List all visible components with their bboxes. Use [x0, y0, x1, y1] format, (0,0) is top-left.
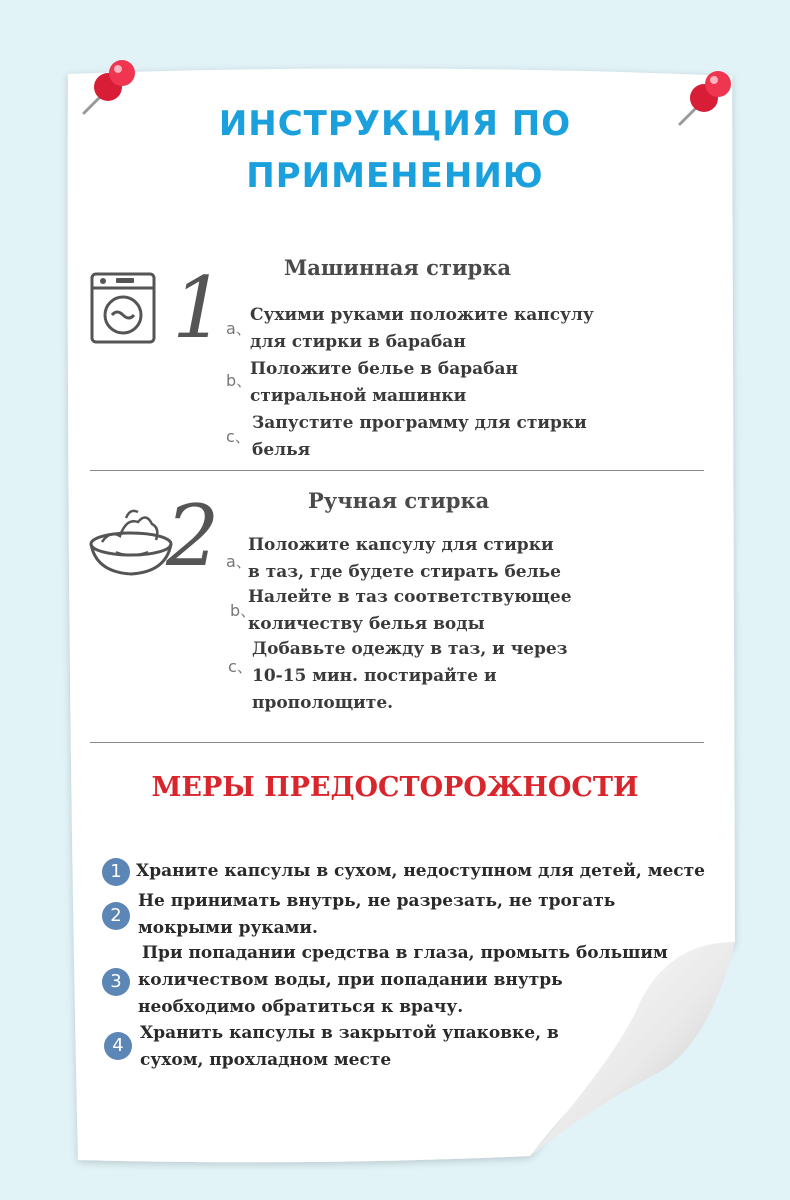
number-badge-1: 1	[102, 858, 130, 886]
step-text-1a: Сухими руками положите капсулу для стирки в барабан	[250, 305, 594, 352]
section-title-machine-wash: Машинная стирка	[284, 255, 512, 280]
precaution-item-4: Хранить капсулы в закрытой упаковке, в сухом, прохладном месте	[140, 1023, 559, 1070]
step-letter: b、	[230, 601, 257, 620]
precaution-item-2: Не принимать внутрь, не разрезать, не трогать мокрыми руками.	[138, 891, 616, 938]
step-text-2b: Налейте в таз соответствующее количеству белья воды	[248, 587, 572, 634]
step-text-2c: Добавьте одежду в таз, и через 10-15 мин. постирайте и прополощите.	[252, 639, 568, 713]
step-text-1c: Запустите программу для стирки белья	[252, 413, 587, 460]
section-number-2: 2	[166, 487, 220, 585]
number-badge-3: 3	[102, 968, 130, 996]
section-number-1: 1	[172, 259, 226, 357]
number-badge-4: 4	[104, 1032, 132, 1060]
washing-machine-icon	[90, 272, 156, 344]
section-title-hand-wash: Ручная стирка	[308, 488, 490, 513]
section-divider	[90, 470, 704, 471]
wash-basin-icon	[86, 506, 176, 578]
precaution-item-1: Храните капсулы в сухом, недоступном для детей, месте	[136, 861, 705, 881]
step-letter: b、	[226, 371, 253, 390]
step-letter: c、	[226, 427, 251, 446]
page-title-line1: ИНСТРУКЦИЯ ПО	[218, 104, 572, 144]
step-letter: a、	[226, 319, 252, 338]
number-badge-2: 2	[102, 902, 130, 930]
step-text-1b: Положите белье в барабан стиральной машинки	[250, 359, 518, 406]
precautions-title: МЕРЫ ПРЕДОСТОРОЖНОСТИ	[151, 772, 639, 803]
step-text-2a: Положите капсулу для стирки в таз, где будете стирать белье	[248, 535, 561, 582]
step-letter: c、	[228, 657, 253, 676]
step-letter: a、	[226, 552, 252, 571]
precaution-item-3: При попадании средства в глаза, промыть большим количеством воды, при попадании внутрь необходимо обратиться к врачу.	[138, 943, 668, 1017]
page-title-line2: ПРИМЕНЕНИЮ	[246, 156, 544, 196]
section-divider	[90, 742, 704, 743]
